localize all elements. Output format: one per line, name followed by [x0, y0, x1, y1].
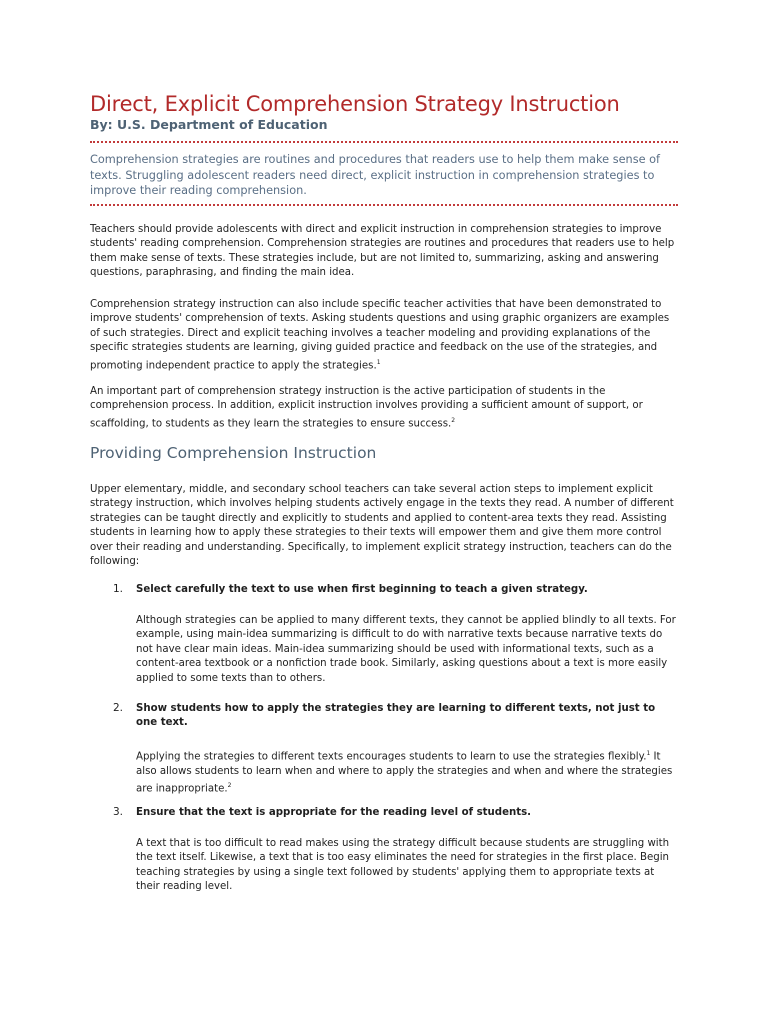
- list-item-body-part: Applying the strategies to different texts encourages students to learn to use the strategies flexibly.: [136, 751, 647, 763]
- footnote-ref: 2: [451, 416, 456, 424]
- body-paragraph-1: Teachers should provide adolescents with direct and explicit instruction in comprehension strategies to improve students' reading comprehension. Comprehension strategies are routines and procedures that readers use to help them make sense of texts. These strategies include, but are not limited to, summarizing, asking and answering questions, paraphrasing, and finding the main idea.: [90, 224, 675, 279]
- footnote-ref: 2: [227, 782, 232, 790]
- list-item-body: Although strategies can be applied to many different texts, they cannot be applied blindly to all texts. For example, using main-idea summarizing is difficult to do with narrative texts because narrative texts do not have clear main ideas. Main-idea summarizing should be used with informational texts, such as a content-area textbook or a nonfiction trade book. Similarly, asking questions about a text is more easily applied to some texts than to others.: [136, 615, 676, 684]
- list-item-title: Select carefully the text to use when first beginning to teach a given strategy.: [136, 584, 588, 595]
- list-item-body-part: It also allows students to learn when and where to apply the strategies and when and where the strategies are inappropriate.: [136, 751, 673, 795]
- list-item-title: Show students how to apply the strategies they are learning to different texts, not just to one text.: [136, 703, 656, 729]
- body-paragraph-2: [90, 298, 680, 373]
- list-item-body: [136, 747, 676, 797]
- paragraph-3-text: An important part of comprehension strategy instruction is the active participation of students in the comprehension process. In addition, explicit instruction involves providing a sufficient amount of support, or scaffolding, to students as they learn the strategies to ensure success.: [90, 386, 643, 430]
- section-heading: Providing Comprehension Instruction: [90, 444, 377, 462]
- list-number: 2.: [113, 702, 124, 714]
- list-number: 1.: [113, 583, 124, 595]
- body-paragraph-3: [90, 385, 680, 432]
- footnote-ref: 1: [646, 750, 651, 757]
- page-title: Direct, Explicit Comprehension Strategy Instruction: [90, 92, 620, 116]
- list-number: 3.: [113, 806, 124, 818]
- divider-top: [90, 141, 678, 143]
- footnote-ref: 1: [376, 358, 381, 366]
- summary-abstract: Comprehension strategies are routines and procedures that readers use to help them make sense of texts. Struggling adolescent readers need direct, explicit instruction in comprehension strategies to improve their reading comprehension.: [90, 153, 661, 197]
- section-intro: Upper elementary, middle, and secondary school teachers can take several action steps to implement explicit strategy instruction, which involves helping students actively engage in the texts they read. A number of different strategies can be taught directly and explicitly to students and applied to content-area texts they read. Assisting students in learning how to apply these strategies to their texts will empower them and give them more control over their reading and understanding. Specifically, to implement explicit strategy instruction, teachers can do the following:: [90, 484, 674, 568]
- divider-bottom: [90, 204, 678, 206]
- list-item-body: A text that is too difficult to read makes using the strategy difficult because students are struggling with the text itself. Likewise, a text that is too easy eliminates the need for strategies in the first place. Begin teaching strategies by using a single text followed by students' applying them to appropriate texts at their reading level.: [136, 838, 670, 893]
- paragraph-2-text: Comprehension strategy instruction can also include specific teacher activities that have been demonstrated to improve students' comprehension of texts. Asking students questions and using graphic organizers are examples of such strategies. Direct and explicit teaching involves a teacher modeling and providing explanations of the specific strategies students are learning, giving guided practice and feedback on the use of the strategies, and promoting independent practice to apply the strategies.: [90, 299, 670, 372]
- author-byline: By: U.S. Department of Education: [90, 117, 328, 132]
- list-item-title: Ensure that the text is appropriate for the reading level of students.: [136, 807, 532, 818]
